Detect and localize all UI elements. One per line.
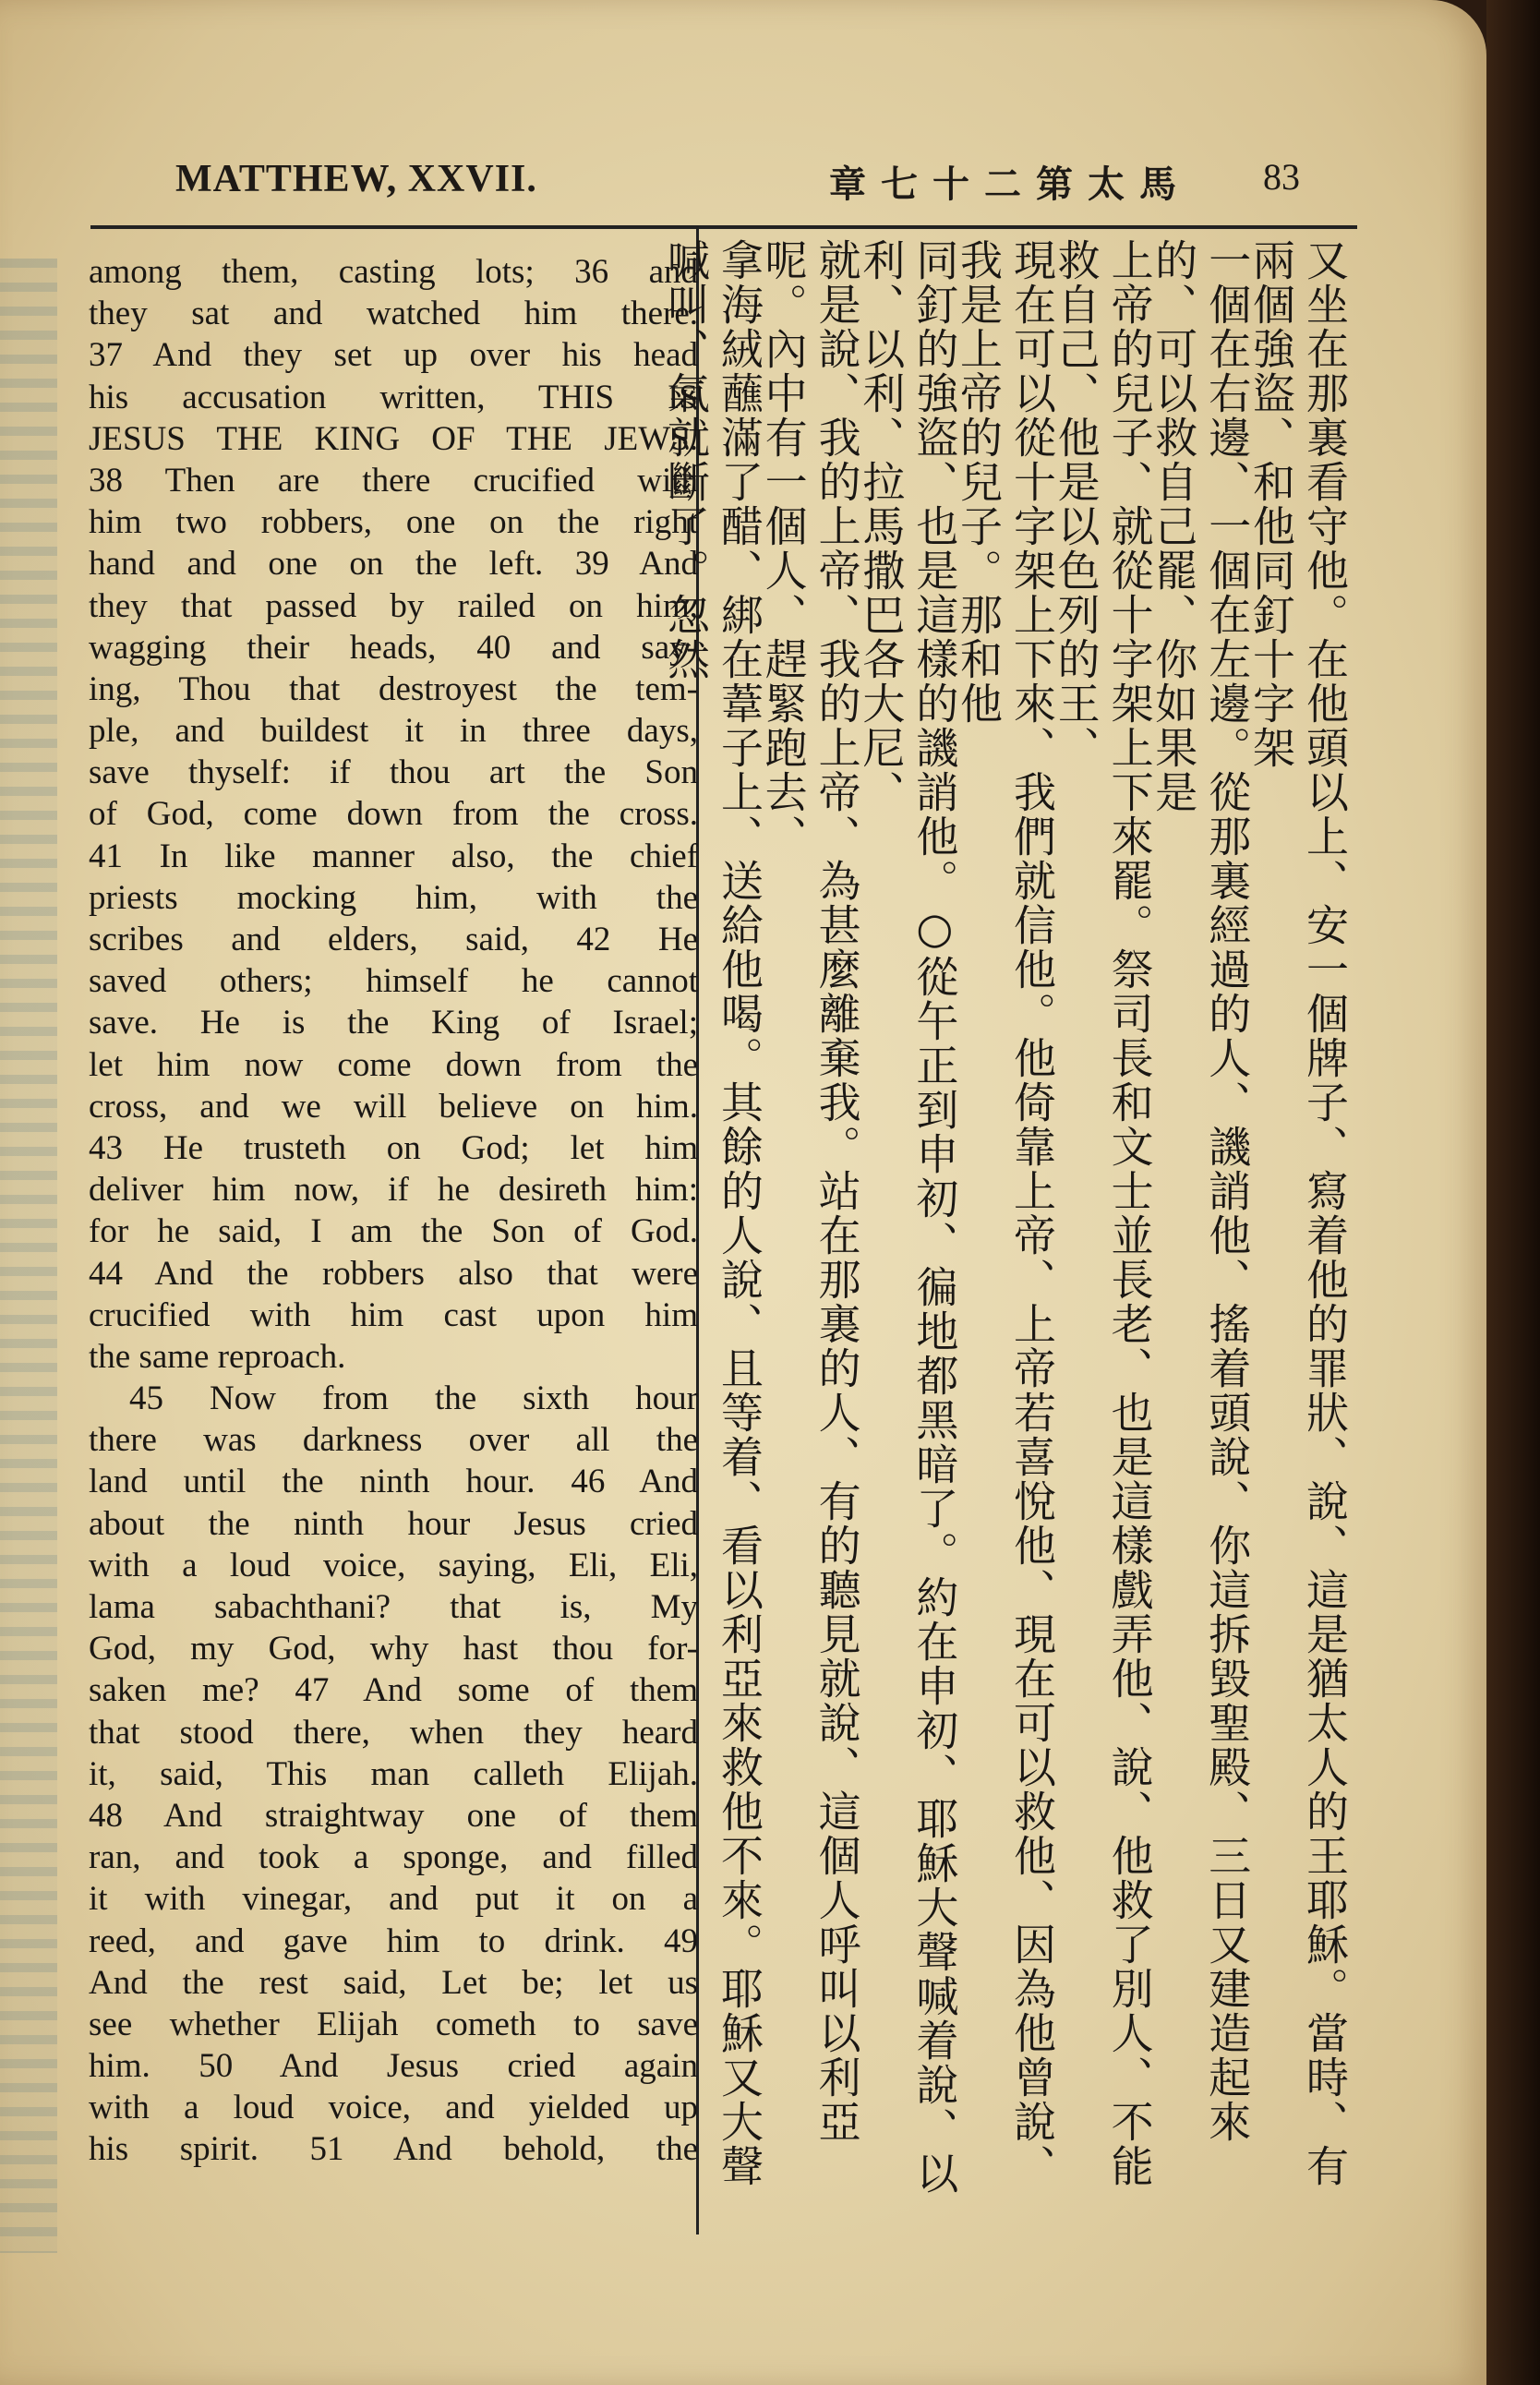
book-edge (1486, 0, 1540, 2385)
english-line: they sat and watched him there. (89, 295, 698, 333)
english-line: it, said, This man calleth Elijah. (89, 1754, 698, 1793)
english-line: 44 And the robbers also that were (89, 1254, 698, 1293)
chinese-column (661, 238, 1352, 2223)
english-line: land until the ninth hour. 46 And (89, 1463, 698, 1501)
chinese-text-column: 一個在右邊、一個在左邊。從那裏經過的人、譏誚他、搖着頭說、你這拆毀聖殿、三日又建造起來的、可以救自己罷、你如果是 (1149, 238, 1253, 2144)
running-head-english: MATTHEW, XXVII. (175, 158, 537, 200)
english-line: priests mocking him, with the (89, 878, 698, 917)
english-line: 43 He trusteth on God; let him (89, 1128, 698, 1167)
chinese-text-column: 就是說、我的上帝、我的上帝、為甚麼離棄我。站在那裏的人、有的聽見就說、這個人呼叫以利亞呢。內中有一個人、趕緊跑去、 (758, 238, 862, 2144)
english-line: it with vinegar, and put it on a (89, 1880, 698, 1919)
english-line: saken me? 47 And some of them (89, 1671, 698, 1710)
english-line: they that passed by railed on him, (89, 586, 698, 625)
english-line: ing, Thou that destroyest the tem- (89, 669, 698, 708)
english-line: JESUS THE KING OF THE JEWS. (89, 419, 698, 458)
english-line: with a loud voice, saying, Eli, Eli, (89, 1546, 698, 1584)
english-line: 48 And straightway one of them (89, 1796, 698, 1835)
english-line: deliver him now, if he desireth him: (89, 1171, 698, 1210)
english-line: God, my God, why hast thou for- (89, 1630, 698, 1668)
english-line: reed, and gave him to drink. 49 (89, 1921, 698, 1960)
page-number: 83 (1263, 156, 1300, 198)
english-line: with a loud voice, and yielded up (89, 2089, 698, 2127)
english-line: save thyself: if thou art the Son (89, 753, 698, 792)
running-head-chinese: 章七十二第太馬 (829, 163, 1191, 206)
chinese-text-column: 現在可以從十字架上下來、我們就信他。他倚靠上帝、上帝若喜悅他、現在可以救他、因為他曾說、我是上帝的兒子。那和他 (953, 238, 1057, 2188)
english-line: among them, casting lots; 36 and (89, 253, 698, 291)
english-line: for he said, I am the Son of God. (89, 1212, 698, 1251)
chinese-text-column: 上帝的兒子、就從十字架上下來罷。祭司長和文士並長老、也是這樣戲弄他、說、他救了別人、不能救自己、他是以色列的王、 (1051, 238, 1155, 2188)
english-line: lama sabachthani? that is, My (89, 1588, 698, 1626)
english-line: him. 50 And Jesus cried again (89, 2047, 698, 2086)
english-line: his accusation written, THIS IS (89, 378, 698, 416)
show-through-text (0, 259, 57, 2253)
english-line: see whether Elijah cometh to save (89, 2005, 698, 2043)
english-line: ran, and took a sponge, and filled (89, 1838, 698, 1877)
english-line: crucified with him cast upon him (89, 1295, 698, 1334)
english-line: let him now come down from the (89, 1045, 698, 1084)
english-line: his spirit. 51 And behold, the (89, 2130, 698, 2169)
english-line: cross, and we will believe on him. (89, 1087, 698, 1126)
english-line: 38 Then are there crucified with (89, 461, 698, 500)
english-line: hand and one on the left. 39 And (89, 545, 698, 584)
english-line: save. He is the King of Israel; (89, 1004, 698, 1042)
english-line: about the ninth hour Jesus cried (89, 1504, 698, 1543)
english-line: him two robbers, one on the right (89, 503, 698, 542)
chinese-text-column: 拿海絨蘸滿了醋、綁在葦子上、送給他喝。其餘的人說、且等着、看以利亞來救他不來。耶穌又大聲喊叫、氣就斷了。忽然 (661, 238, 764, 2188)
english-line: of God, come down from the cross. (89, 795, 698, 834)
english-line: the same reproach. (89, 1337, 346, 1376)
english-line: wagging their heads, 40 and say- (89, 628, 698, 667)
english-line: 45 Now from the sixth hour (129, 1379, 698, 1418)
english-line: 37 And they set up over his head (89, 336, 698, 375)
chinese-text-column: 同釘的強盜、也是這樣的譏誚他。○從午正到申初、徧地都黑暗了。約在申初、耶穌大聲喊着說、以利、以利、拉馬撒巴各大尼、 (856, 238, 960, 2196)
header-rule (90, 225, 1357, 229)
english-line: there was darkness over all the (89, 1421, 698, 1460)
english-line: that stood there, when they heard (89, 1713, 698, 1752)
chinese-text-column: 又坐在那裏看守他。在他頭以上、安一個牌子、寫着他的罪狀、說、這是猶太人的王耶穌。當時、有兩個強盜、和他同釘十字架 (1245, 238, 1350, 2188)
english-column (89, 251, 698, 2171)
english-line: 41 In like manner also, the chief (89, 837, 698, 875)
english-line: ple, and buildest it in three days, (89, 712, 698, 751)
english-line: scribes and elders, said, 42 He (89, 921, 698, 958)
english-line: And the rest said, Let be; let us (89, 1963, 698, 2002)
english-line: saved others; himself he cannot (89, 962, 698, 1001)
